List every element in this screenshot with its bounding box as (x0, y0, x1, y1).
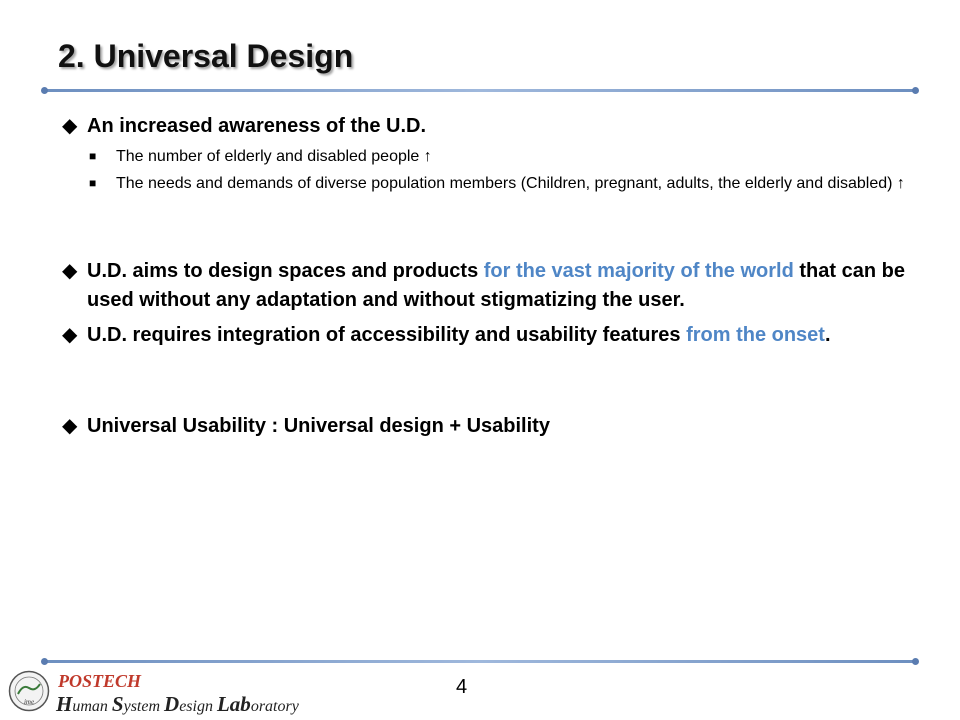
diamond-bullet-icon: ◆ (62, 260, 78, 282)
bullet-text-part: that can be used without any adaptation and without stigmatizing the user. (87, 260, 905, 311)
slide-content (62, 112, 922, 441)
footer-divider (44, 660, 916, 663)
footer-lab-name: Human System Design Laboratory (56, 692, 299, 716)
slide-title: 2. Universal Design (58, 38, 354, 74)
bullet-ud-aims (62, 257, 922, 315)
bullet-text-part: U.D. requires integration of accessibility and usability features (87, 324, 687, 346)
highlight-text: for the vast majority of the world (483, 260, 794, 282)
sub-bullet-elderly (62, 145, 922, 168)
bullet-text-part: U.D. aims to design spaces and products (87, 260, 484, 282)
title-divider (44, 89, 916, 92)
lab-seal-icon (8, 670, 50, 712)
bullet-universal-usability (62, 412, 922, 441)
svg-text:ime: ime (23, 698, 35, 706)
bullet-text: Universal Usability : Universal design + Usability (87, 415, 550, 437)
diamond-bullet-icon: ◆ (62, 324, 78, 346)
square-bullet-icon: ■ (89, 176, 97, 190)
page-number: 4 (456, 676, 468, 698)
sub-bullet-text: The needs and demands of diverse population members (Children, pregnant, adults, the elderly and disabled) ↑ (116, 175, 905, 192)
bullet-ud-requires (62, 321, 922, 350)
highlight-text: from the onset (686, 324, 825, 346)
diamond-bullet-icon: ◆ (62, 415, 78, 437)
sub-bullet-text: The number of elderly and disabled people ↑ (116, 148, 432, 165)
square-bullet-icon: ■ (89, 149, 97, 163)
bullet-text: An increased awareness of the U.D. (87, 115, 427, 137)
footer-brand: POSTECH (58, 671, 142, 691)
sub-bullet-diverse-needs (62, 172, 922, 195)
bullet-text-part: . (824, 324, 831, 346)
diamond-bullet-icon: ◆ (62, 115, 78, 137)
bullet-awareness (62, 112, 922, 141)
